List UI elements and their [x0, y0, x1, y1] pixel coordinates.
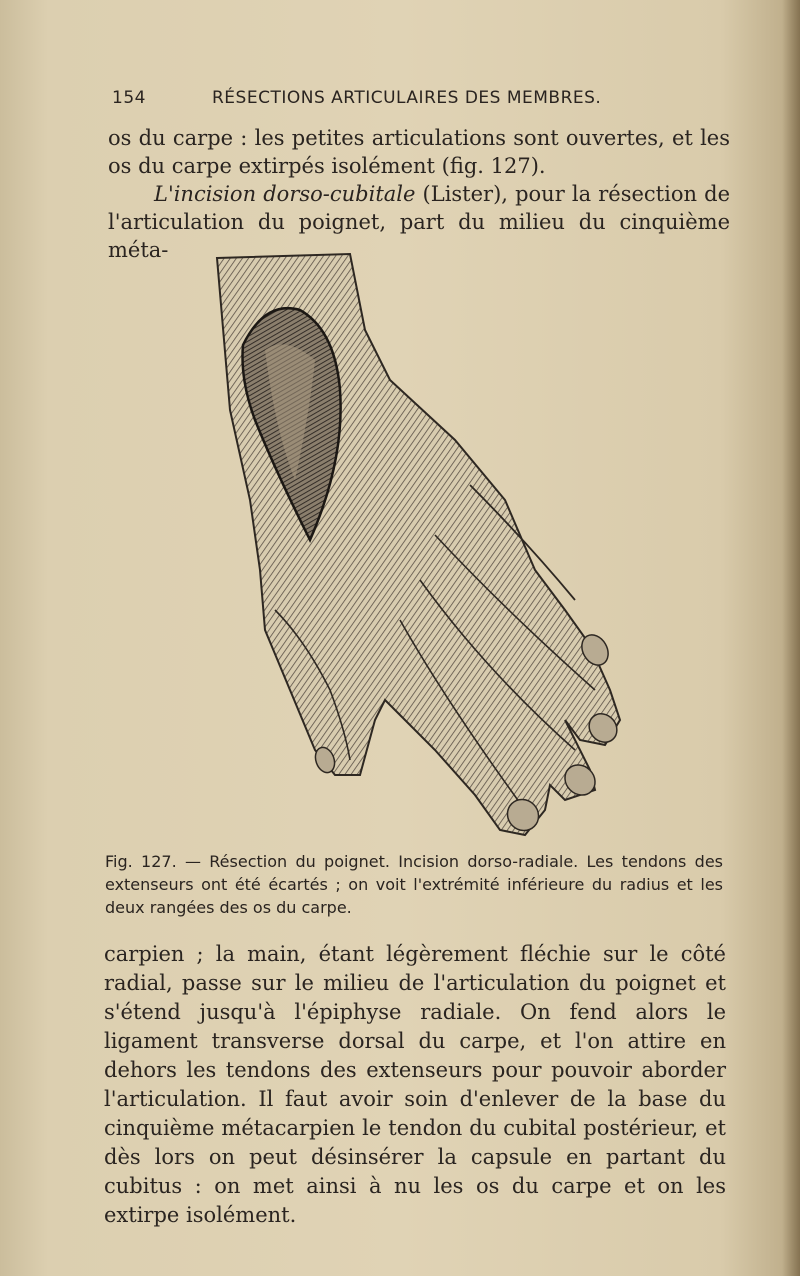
- running-title: RÉSECTIONS ARTICULAIRES DES MEMBRES.: [212, 88, 602, 108]
- page-number: 154: [112, 88, 146, 108]
- incision-term: L'incision dorso-cubitale: [154, 182, 416, 206]
- figure-caption: Fig. 127. — Résection du poignet. Incision dorso-radiale. Les tendons des extenseurs ont été écartés ; on voit l'extrémité inférieure du radius et les deux rangées des os du carpe.: [105, 852, 723, 917]
- body-text-bottom: [104, 940, 726, 1230]
- body-text-top: [108, 124, 730, 264]
- running-header: [112, 88, 727, 114]
- page-spine-shadow: [782, 0, 800, 1276]
- hand-engraving-figure: [205, 250, 645, 840]
- hand-illustration: [205, 250, 645, 840]
- paragraph-procedure: carpien ; la main, étant légèrement fléchie sur le côté radial, passe sur le milieu de l'articulation du poignet et s'étend jusqu'à l'épiphyse radiale. On fend alors le ligament transverse dorsal du carpe, et l'on attire en dehors les tendons des extenseurs pour pouvoir aborder l'articulation. Il faut avoir soin d'enlever de la base du cinquième métacarpien le tendon du cubital postérieur, et dès lors on peut désinsérer la capsule en partant du cubitus : on met ainsi à nu les os du carpe et on les extirpe isolément.: [104, 942, 726, 1227]
- incision-text: (Lister), pour la résection de l'articulation du poignet, part du milieu du cinquième méta-: [108, 182, 730, 262]
- paragraph-continuation: os du carpe : les petites articulations sont ouvertes, et les os du carpe extirpés isolément (fig. 127).: [108, 126, 730, 178]
